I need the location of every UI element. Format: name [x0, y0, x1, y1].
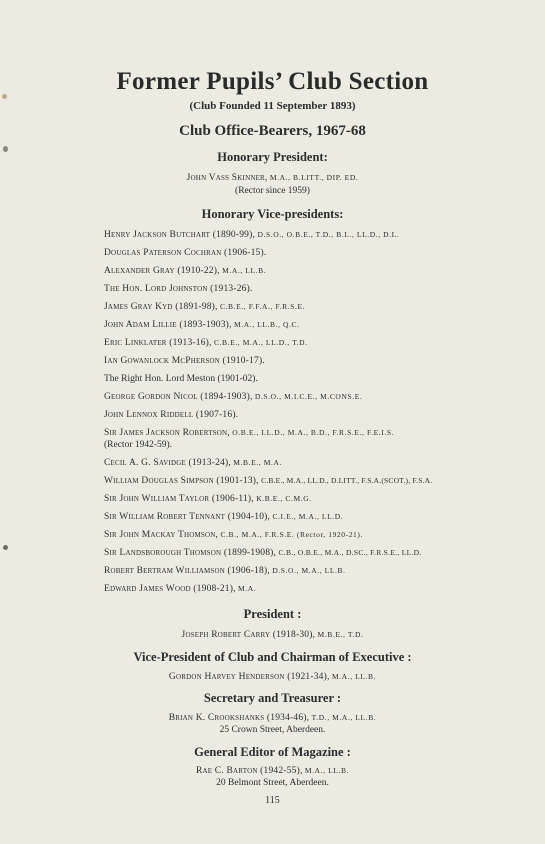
vice-president-entry — [104, 529, 475, 541]
rector-note: (Rector since 1959) — [235, 186, 310, 196]
person-name: Sir Landsborough Thomson (1899-1908), — [104, 548, 277, 558]
secretary-heading: Secretary and Treasurer : — [203, 691, 342, 705]
vice-president-entry — [104, 511, 475, 523]
secretary-address: 25 Crown Street, Aberdeen. — [219, 725, 326, 735]
person-name: Gordon Harvey Henderson (1921-34), — [168, 672, 330, 682]
person-name: Brian K. Crookshanks (1934-46), — [168, 713, 310, 723]
office-bearers-heading: Club Office-Bearers, 1967-68 — [179, 123, 366, 139]
person-name: Sir James Jackson Robertson, — [104, 428, 230, 438]
vice-president-entry — [104, 355, 475, 367]
degrees: C.B.E., F.F.A., F.R.S.E. — [219, 302, 306, 311]
vice-president-entry — [104, 301, 475, 313]
vice-president-line — [0, 672, 545, 682]
person-name: George Gordon Nicol (1894-1903), — [104, 392, 253, 402]
degrees: T.D., M.A., LL.B. — [311, 713, 377, 722]
person-name: John Vass Skinner, — [186, 173, 268, 183]
degrees: O.B.E., LL.D., M.A., B.D., F.R.S.E., F.E.I.S. — [232, 428, 395, 437]
person-name: The Hon. Lord Johnston (1913-26). — [104, 284, 253, 294]
degrees: M.A., LL.B. — [304, 766, 350, 775]
degrees: C.B.E., M.A., LL.D., D.LITT., F.S.A.(SCOT.), F.S.A. — [261, 476, 433, 485]
person-name: Ian Gowanlock McPherson (1910-17). — [104, 356, 265, 366]
vice-president-entry — [104, 475, 509, 487]
degrees: K.B.E., C.M.G. — [256, 494, 312, 503]
vice-president-entry — [104, 457, 475, 469]
degrees: M.A., LL.B., Q.C. — [234, 320, 300, 329]
degrees: D.S.O., M.I.C.E., M.CONS.E. — [254, 392, 363, 401]
degrees: C.B., O.B.E., M.A., D.SC., F.R.S.E., LL.D. — [278, 548, 422, 557]
person-name: Alexander Gray (1910-22), — [104, 266, 220, 276]
person-name: Henry Jackson Butchart (1890-99), — [104, 230, 256, 240]
vice-president-heading: Vice-President of Club and Chairman of Executive : — [133, 650, 412, 664]
vice-president-entry — [104, 229, 475, 241]
editor-address: 20 Belmont Street, Aberdeen. — [216, 778, 329, 788]
page-number: 115 — [265, 795, 280, 806]
person-name: Sir John William Taylor (1906-11), — [104, 494, 254, 504]
person-name: William Douglas Simpson (1901-13), — [104, 476, 259, 486]
vice-president-entry — [104, 427, 475, 451]
degrees: D.S.O., O.B.E., T.D., B.L., LL.D., D.L. — [257, 230, 400, 239]
president-line — [0, 630, 545, 640]
person-name: John Adam Lillie (1893-1903), — [104, 320, 232, 330]
club-founded-note: (Club Founded 11 September 1893) — [189, 100, 356, 112]
person-name: Edward James Wood (1908-21), — [104, 584, 236, 594]
person-name: Joseph Robert Carry (1918-30), — [181, 630, 316, 640]
degrees: M.A., B.LITT., DIP. ED. — [269, 173, 359, 182]
vice-president-entry — [104, 247, 475, 259]
person-name: Sir William Robert Tennant (1904-10), — [104, 512, 271, 522]
honorary-president-line — [0, 173, 545, 183]
vice-president-entry — [104, 265, 475, 277]
person-name: Rae C. Barton (1942-55), — [195, 766, 303, 776]
vice-president-entry — [104, 283, 475, 295]
degrees: C.B., M.A., F.R.S.E. (Rector, 1920-21). — [220, 530, 363, 539]
vice-president-entry — [104, 373, 475, 385]
person-name: Eric Linklater (1913-16), — [104, 338, 212, 348]
vice-president-entry — [104, 409, 475, 421]
rector-note: (Rector 1942-59). — [104, 440, 173, 450]
person-name: Robert Bertram Williamson (1906-18), — [104, 566, 270, 576]
vice-president-entry — [104, 547, 505, 559]
vice-president-entry — [104, 493, 475, 505]
vice-president-entry — [104, 337, 475, 349]
degrees: M.A., LL.B. — [331, 672, 377, 681]
vice-president-entry — [104, 319, 475, 331]
scan-spot — [3, 545, 8, 550]
secretary-line — [0, 713, 545, 723]
page-title: Former Pupils’ Club Section — [116, 68, 429, 95]
vice-president-entry — [104, 565, 475, 577]
person-name: John Lennox Riddell (1907-16). — [104, 410, 239, 420]
degrees: C.B.E., M.A., LL.D., T.D. — [213, 338, 308, 347]
vice-president-entry — [104, 391, 475, 403]
degrees: D.S.O., M.A., LL.B. — [272, 566, 346, 575]
degrees: M.A. — [238, 584, 257, 593]
editor-line — [0, 766, 545, 776]
president-heading: President : — [243, 607, 302, 621]
person-name: Cecil A. G. Savidge (1913-24), — [104, 458, 231, 468]
honorary-president-heading: Honorary President: — [217, 150, 328, 164]
degrees: C.I.E., M.A., LL.D. — [272, 512, 344, 521]
person-name: Sir John Mackay Thomson, — [104, 530, 219, 540]
person-name: The Right Hon. Lord Meston (1901-02). — [104, 374, 258, 384]
honorary-vice-presidents-heading: Honorary Vice-presidents: — [201, 207, 344, 221]
person-name: James Gray Kyd (1891-98), — [104, 302, 218, 312]
editor-heading: General Editor of Magazine : — [194, 745, 351, 759]
degrees: M.B.E., M.A. — [233, 458, 282, 467]
person-name: Douglas Paterson Cochran (1906-15). — [104, 248, 267, 258]
vice-president-entry — [104, 583, 475, 595]
degrees: M.B.E., T.D. — [317, 630, 364, 639]
degrees: M.A., LL.B. — [222, 266, 267, 275]
